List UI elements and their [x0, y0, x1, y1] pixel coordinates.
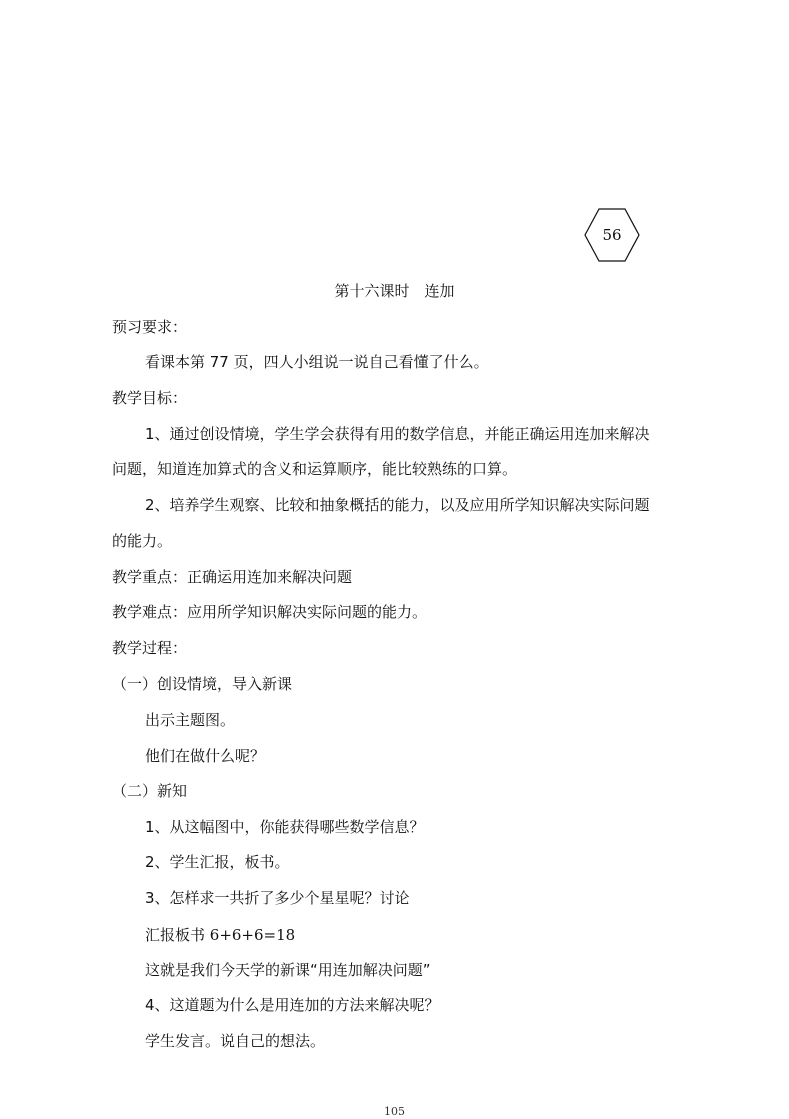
board-record [145, 925, 295, 945]
lesson-number-badge [584, 207, 640, 263]
lesson-number: 56 [602, 226, 622, 244]
preview-text: 看课本第 77 页，四人小组说一说自己看懂了什么。 [145, 353, 489, 371]
step-1: 1、从这幅图中，你能获得哪些数学信息？ [145, 818, 425, 836]
objectives-heading: 教学目标： [112, 389, 188, 407]
page-number: 105 [384, 1105, 405, 1118]
step-3: 3、怎样求一共折了多少个星星呢？讨论 [145, 889, 410, 907]
part-1-heading: （一）创设情境，导入新课 [112, 675, 293, 693]
board-label: 汇报板书 [145, 926, 210, 944]
preview-heading: 预习要求： [112, 318, 188, 336]
objective-2-line-1: 2、培养学生观察、比较和抽象概括的能力，以及应用所学知识解决实际问题 [145, 496, 650, 514]
part-1-line-1: 出示主题图。 [145, 711, 236, 729]
new-lesson-statement: 这就是我们今天学的新课“用连加解决问题” [145, 961, 431, 979]
objective-1-line-1: 1、通过创设情境，学生学会获得有用的数学信息，并能正确运用连加来解决 [145, 425, 650, 443]
objective-2-line-2: 的能力。 [112, 532, 173, 550]
key-point: 教学重点：正确运用连加来解决问题 [112, 568, 353, 586]
objective-1-line-2: 问题，知道连加算式的含义和运算顺序，能比较熟练的口算。 [112, 460, 518, 478]
board-equation: 6+6+6=18 [209, 926, 296, 944]
step-2: 2、学生汇报，板书。 [145, 853, 290, 871]
part-1-line-2: 他们在做什么呢？ [145, 747, 266, 765]
student-response: 学生发言。说自己的想法。 [145, 1032, 326, 1050]
process-heading: 教学过程： [112, 639, 188, 657]
part-2-heading: （二）新知 [112, 782, 188, 800]
step-4: 4、这道题为什么是用连加的方法来解决呢？ [145, 996, 440, 1014]
lesson-title: 第十六课时 连加 [334, 282, 455, 300]
difficulty: 教学难点：应用所学知识解决实际问题的能力。 [112, 603, 428, 621]
